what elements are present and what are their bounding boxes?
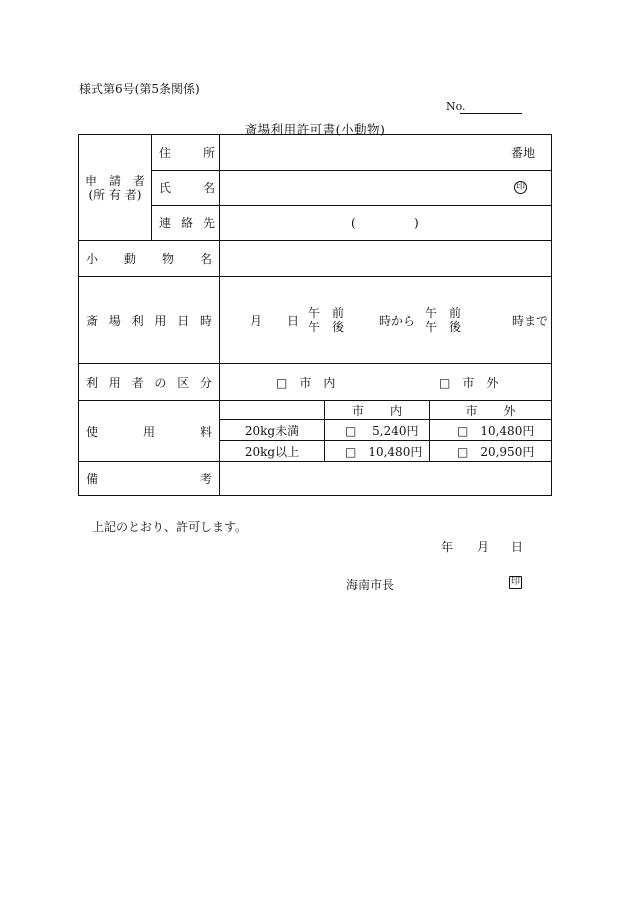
applicant-group-label (79, 135, 151, 240)
animal-name-label: 小 動 物 名 (86, 252, 212, 266)
address-field[interactable] (220, 135, 551, 170)
name-field[interactable] (220, 170, 551, 205)
remarks-field[interactable] (220, 462, 551, 495)
fee-label: 使 用 料 (86, 424, 212, 439)
from-label: 時から (379, 313, 416, 328)
fee-row-inside-checkbox[interactable]: □ 5,240円 (345, 423, 419, 438)
document-number-field[interactable] (460, 113, 522, 114)
start-ampm: 午 前 午 後 (308, 306, 345, 334)
usage-datetime-field[interactable] (220, 277, 551, 363)
fee-row-weight: 20kg以上 (244, 444, 300, 459)
month-label: 月 (250, 313, 263, 328)
document-title: 斎場利用許可書(小動物) (244, 122, 386, 137)
document-number-label: No. (446, 100, 466, 113)
fee-row-inside-checkbox[interactable]: □ 10,480円 (345, 444, 423, 459)
user-category-field (220, 364, 551, 400)
remarks-label: 備 考 (86, 472, 212, 486)
fee-row-weight: 20kg未満 (244, 423, 300, 438)
fee-row-outside-checkbox[interactable]: □ 10,480円 (457, 423, 535, 438)
fee-header-outside: 市 外 (465, 403, 516, 418)
usage-datetime-label: 斎 場 利 用 日 時 (86, 313, 212, 328)
day-label: 日 (287, 313, 300, 328)
applicant-label: 申 請 者 (84, 173, 145, 188)
fee-row-outside-checkbox[interactable]: □ 20,950円 (457, 444, 535, 459)
contact-label: 連 絡 先 (159, 216, 215, 230)
animal-name-field[interactable] (220, 241, 551, 276)
seal-mark-icon: 印 (515, 182, 525, 192)
form-number: 様式第6号(第5条関係) (79, 82, 200, 96)
end-ampm: 午 前 午 後 (425, 306, 462, 334)
fee-header-inside: 市 内 (351, 403, 403, 418)
issuer-name: 海南市長 (346, 578, 395, 592)
date-day: 日 (511, 540, 524, 554)
until-label: 時まで (512, 313, 549, 328)
address-suffix: 番地 (510, 146, 535, 160)
address-label: 住 所 (159, 146, 215, 160)
user-category-label: 利 用 者 の 区 分 (86, 375, 212, 390)
name-label: 氏 名 (159, 181, 215, 195)
owner-label: (所 有 者) (88, 187, 142, 202)
contact-paren-open: ( (351, 215, 356, 230)
permission-statement: 上記のとおり、許可します。 (92, 520, 248, 534)
category-outside-checkbox[interactable]: □ 市 外 (439, 375, 499, 390)
date-year: 年 (441, 540, 454, 554)
issuer-seal-icon: 印 (510, 577, 520, 587)
permit-table (78, 134, 552, 496)
contact-paren-close: ) (414, 215, 419, 230)
contact-field[interactable] (220, 205, 551, 240)
date-month: 月 (477, 540, 490, 554)
category-inside-checkbox[interactable]: □ 市 内 (276, 375, 336, 390)
